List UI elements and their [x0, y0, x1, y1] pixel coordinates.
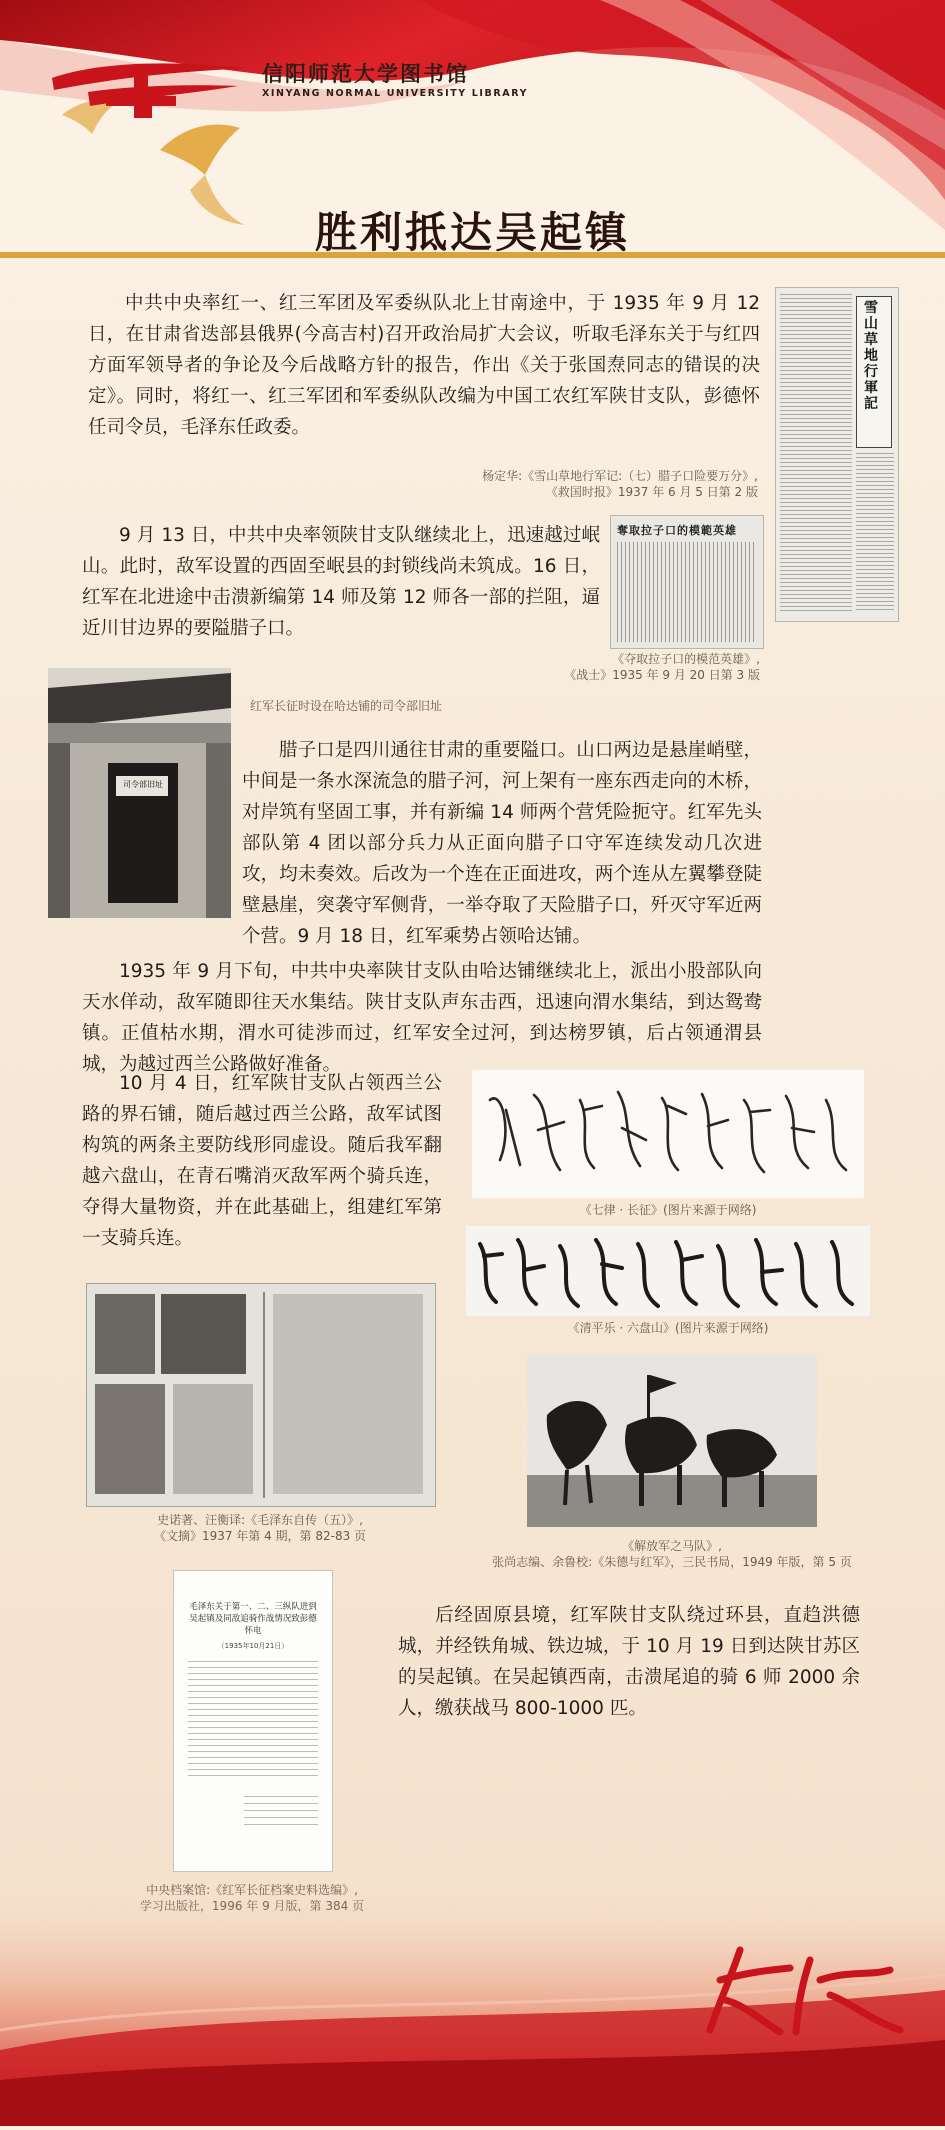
autobiography-magazine-image — [86, 1283, 436, 1507]
calligraphy-liupanshan — [466, 1226, 870, 1316]
hq-sign: 司令部旧址 — [123, 780, 163, 789]
doc-title: 毛泽东关于第一、二、三纵队进到吴起镇及同敌追骑作战情况致彭德怀电 — [189, 1602, 317, 1636]
caption-calligraphy-1: 《七律 · 长征》(图片来源于网络) — [579, 1203, 757, 1217]
caption-autobiography-b: 《文摘》1937 年第 4 期，第 82-83 页 — [153, 1529, 367, 1543]
newspaper-2-heading: 奪取拉子口的模範英雄 — [617, 524, 737, 537]
cavalry-photo — [527, 1355, 817, 1527]
calligraphy-changzheng — [472, 1070, 864, 1198]
newspaper-image-1 — [775, 287, 899, 622]
paragraph-6: 后经固原县境，红军陕甘支队绕过环县，直趋洪德城，并经铁角城、铁边城，于 10 月 19 日到达陕甘苏区的吴起镇。在吴起镇西南，击溃尾追的骑 6 师 2000 余人，缴获战马 800-1000 匹。 — [398, 1605, 860, 1719]
page-title: 胜利抵达吴起镇 — [314, 208, 630, 257]
caption-newspaper-1-b: 《救国时报》1937 年 6 月 5 日第 2 版 — [545, 485, 758, 499]
caption-newspaper-1-a: 杨定华:《雪山草地行军记:（七）腊子口险要万分》, — [482, 469, 758, 483]
caption-cavalry-a: 《解放军之马队》, — [622, 1539, 722, 1553]
library-name: 信阳师范大学图书馆 — [262, 61, 469, 86]
doc-date: （1935年10月21日） — [217, 1642, 289, 1650]
caption-calligraphy-2: 《清平乐 · 六盘山》(图片来源于网络) — [567, 1321, 769, 1335]
caption-newspaper-2-a: 《夺取拉子口的模范英雄》, — [612, 652, 760, 666]
caption-newspaper-2-b: 《战士》1935 年 9 月 20 日第 3 版 — [564, 668, 760, 682]
newspaper-1-heading: 雪山草地行軍記 — [864, 300, 878, 412]
library-logo — [48, 50, 253, 120]
paragraph-2: 9 月 13 日，中共中央率领陕甘支队继续北上，迅速越过岷山。此时，敌军设置的西固至岷县的封锁线尚未筑成。16 日，红军在北进途中击溃新编第 14 师及第 12 师各一部的拦阻，逼近川甘边界的要隘腊子口。 — [82, 525, 600, 639]
caption-hq-photo: 红军长征时设在哈达铺的司令部旧址 — [250, 699, 443, 713]
paragraph-4: 1935 年 9 月下旬，中共中央率陕甘支队由哈达铺继续北上，派出小股部队向天水佯动，敌军随即往天水集结。陕甘支队声东击西，迅速向渭水集结，到达鸳鸯镇。正值枯水期，渭水可徒涉而过，红军安全过河，到达榜罗镇，后占领通渭县城，为越过西兰公路做好准备。 — [82, 961, 762, 1075]
paragraph-5: 10 月 4 日，红军陕甘支队占领西兰公路的界石铺，随后越过西兰公路，敌军试图构筑的两条主要防线形同虚设。随后我军翻越六盘山，在青石嘴消灭敌军两个骑兵连，夺得大量物资，并在此基础上，组建红军第一支骑兵连。 — [82, 1073, 442, 1249]
newspaper-image-2 — [610, 515, 764, 649]
paragraph-1: 中共中央率红一、红三军团及军委纵队北上甘南途中，于 1935 年 9 月 12 日，在甘肃省迭部县俄界(今高吉村)召开政治局扩大会议，听取毛泽东关于与红四方面军领导者的争论及今后战略方针的报告，作出《关于张国焘同志的错误的决定》。同时，将红一、红三军团和军委纵队改编为中国工农红军陕甘支队，彭德怀任司令员，毛泽东任政委。 — [88, 293, 760, 438]
archive-document-image — [173, 1570, 333, 1872]
hq-photo — [48, 668, 231, 918]
caption-cavalry-b: 张尚志编、余鲁校:《朱德与红军》，三民书局，1949 年版，第 5 页 — [492, 1555, 852, 1569]
changzheng-logo — [700, 1940, 920, 2040]
library-name-en: XINYANG NORMAL UNIVERSITY LIBRARY — [262, 88, 529, 99]
paragraph-3: 腊子口是四川通往甘肃的重要隘口。山口两边是悬崖峭壁，中间是一条水深流急的腊子河，河上架有一座东西走向的木桥，对岸筑有坚固工事，并有新编 14 师两个营凭险扼守。红军先头部队第 4 团以部分兵力从正面向腊子口守军连续发动几次进攻，均未奏效。后改为一个连在正面进攻，两个连从左翼攀登陡壁悬崖，突袭守军侧背，一举夺取了天险腊子口，歼灭守军近两个营。9 月 18 日，红军乘势占领哈达铺。 — [242, 740, 762, 947]
caption-autobiography-a: 史诺著、汪衡译:《毛泽东自传（五）》, — [157, 1513, 363, 1527]
